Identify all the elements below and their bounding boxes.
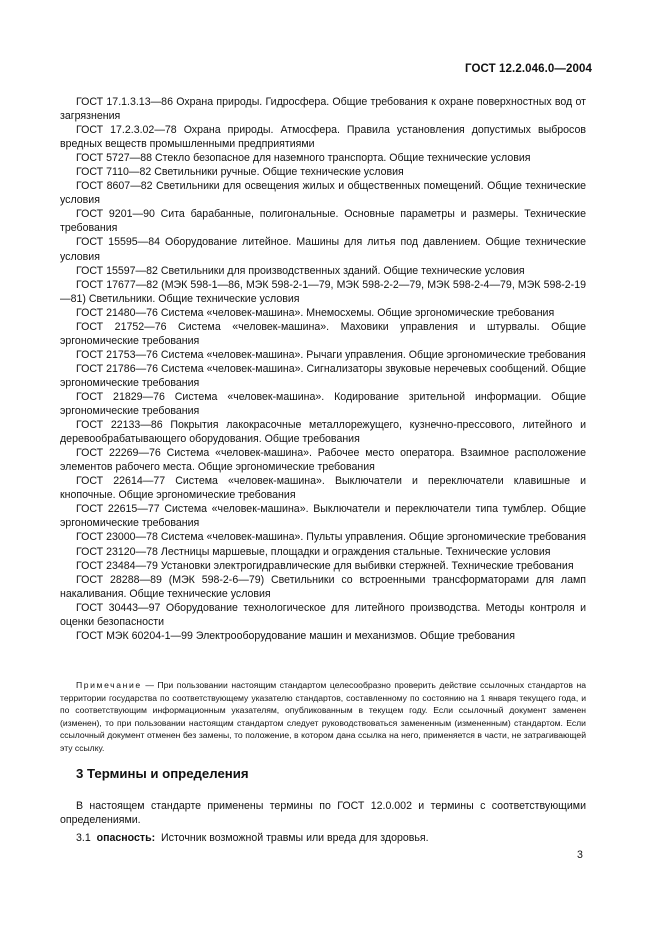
- reference-item: ГОСТ 23120—78 Лестницы маршевые, площадки и ограждения стальные. Технические условия: [76, 545, 551, 558]
- note-text: — При пользовании настоящим стандартом целесообразно проверить действие ссылочных стандартов на территории государства по соответствующему указателю стандартов, составленному по состоянию на 1 января текущего года, и по соответствующим информационным указателям, опубликованным в текущем году. Если ссылочный документ заменен (изменен), то при пользовании настоящим стандартом следует руководствоваться замененным (измененным) стандартом. Если ссылочный документ отменен без замены, то положение, в котором дана ссылка на него, применяется в части, не затрагивающей эту ссылку.: [60, 680, 586, 753]
- term-name: опасность:: [96, 831, 156, 844]
- reference-item: ГОСТ 21480—76 Система «человек-машина». Мнемосхемы. Общие эргономические требования: [76, 306, 555, 319]
- reference-item: ГОСТ 22269—76 Система «человек-машина». Рабочее место оператора. Взаимное расположение элементов рабочего места. Общие эргономические требования: [60, 447, 586, 474]
- reference-item: ГОСТ 22614—77 Система «человек-машина». Выключатели и переключатели клавишные и кнопочные. Общие эргономические требования: [60, 475, 586, 502]
- reference-item: ГОСТ 17.1.3.13—86 Охрана природы. Гидросфера. Общие требования к охране поверхностных вод от загрязнения: [60, 96, 586, 123]
- section-intro: В настоящем стандарте применены термины по ГОСТ 12.0.002 и термины с соответствующими определениями.: [60, 800, 586, 827]
- page-number: 3: [577, 849, 583, 861]
- section-body: [60, 799, 586, 845]
- reference-item: ГОСТ 17.2.3.02—78 Охрана природы. Атмосфера. Правила установления допустимых выбросов вредных веществ промышленными предприятиями: [60, 124, 586, 151]
- reference-item: ГОСТ 15597—82 Светильники для производственных зданий. Общие технические условия: [76, 264, 525, 277]
- reference-item: ГОСТ 5727—88 Стекло безопасное для наземного транспорта. Общие технические условия: [76, 152, 531, 165]
- normative-references-list: [60, 95, 586, 643]
- reference-item: ГОСТ 9201—90 Сита барабанные, полигональные. Основные параметры и размеры. Технические требования: [60, 208, 586, 235]
- document-code: ГОСТ 12.2.046.0—2004: [465, 63, 592, 75]
- reference-item: ГОСТ 21752—76 Система «человек-машина». Маховики управления и штурвалы. Общие эргономические требования: [60, 320, 586, 347]
- reference-item: ГОСТ МЭК 60204-1—99 Электрооборудование машин и механизмов. Общие требования: [76, 629, 515, 642]
- reference-item: ГОСТ 21829—76 Система «человек-машина». Кодирование зрительной информации. Общие эргономические требования: [60, 390, 586, 418]
- reference-item: ГОСТ 28288—89 (МЭК 598-2-6—79) Светильники со встроенными трансформаторами для ламп накаливания. Общие технические условия: [60, 573, 586, 600]
- reference-item: ГОСТ 23000—78 Система «человек-машина». Пульты управления. Общие эргономические требования: [76, 531, 586, 544]
- reference-item: ГОСТ 8607—82 Светильники для освещения жилых и общественных помещений. Общие технические условия: [60, 180, 586, 207]
- reference-item: ГОСТ 21753—76 Система «человек-машина». Рычаги управления. Общие эргономические требования: [76, 348, 586, 361]
- term-entry: [60, 831, 586, 845]
- term-number: 3.1: [76, 831, 91, 844]
- note-paragraph: [60, 679, 586, 755]
- note-label: Примечание: [76, 680, 142, 690]
- reference-item: ГОСТ 23484—79 Установки электрогидравлические для выбивки стержней. Технические требования: [76, 559, 574, 572]
- term-definition: Источник возможной травмы или вреда для здоровья.: [161, 831, 429, 844]
- reference-item: ГОСТ 22615—77 Система «человек-машина». Выключатели и переключатели типа тумблер. Общие эргономические требования: [60, 503, 586, 530]
- reference-item: ГОСТ 17677—82 (МЭК 598-1—86, МЭК 598-2-1—79, МЭК 598-2-2—79, МЭК 598-2-4—79, МЭК 598-2-19—81) Светильники. Общие технические условия: [60, 278, 586, 305]
- reference-item: ГОСТ 15595—84 Оборудование литейное. Машины для литья под давлением. Общие технические условия: [60, 236, 586, 263]
- reference-item: ГОСТ 21786—76 Система «человек-машина». Сигнализаторы звуковые неречевых сообщений. Общие эргономические требования: [60, 362, 586, 389]
- reference-item: ГОСТ 30443—97 Оборудование технологическое для литейного производства. Методы контроля и оценки безопасности: [60, 601, 586, 628]
- reference-item: ГОСТ 22133—86 Покрытия лакокрасочные металлорежущего, кузнечно-прессового, литейного и деревообрабатывающего оборудования. Общие требования: [60, 419, 586, 446]
- section-title: 3 Термины и определения: [76, 766, 249, 781]
- reference-item: ГОСТ 7110—82 Светильники ручные. Общие технические условия: [76, 166, 404, 179]
